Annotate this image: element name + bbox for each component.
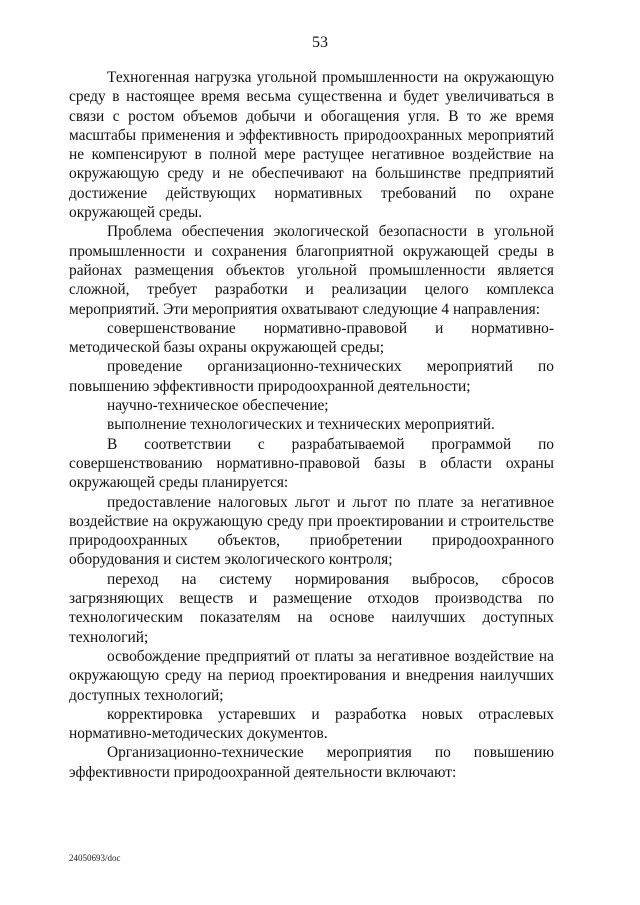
list-item-1: совершенствование нормативно-правовой и нормативно-методической базы охраны окружающей среды; [69, 319, 554, 357]
document-body [69, 68, 554, 782]
paragraph-1: Техногенная нагрузка угольной промышленности на окружающую среду в настоящее время весьма существенна и будет увеличиваться в связи с ростом объемов добычи и обогащения угля. В то же время масштабы применения и эффективность природоохранных мероприятий не компенсируют в полной мере растущее негативное воздействие на окружающую среду и не обеспечивают на большинстве предприятий достижение действующих нормативных требований по охране окружающей среды. [69, 69, 554, 222]
page-number: 53 [312, 34, 328, 51]
list-item-7: освобождение предприятий от платы за негативное воздействие на окружающую среду на период проектирования и внедрения наилучших доступных технологий; [69, 647, 554, 704]
list-item-3: научно-техническое обеспечение; [107, 397, 329, 415]
list-item-5: предоставление налоговых льгот и льгот по плате за негативное воздействие на окружающую среду при проектировании и строительстве природоохранных объектов, приобретении природоохранного оборудования и систем экологического контроля; [69, 493, 554, 569]
document-footer-id: 24050693/doc [69, 853, 121, 863]
paragraph-2: Проблема обеспечения экологической безопасности в угольной промышленности и сохранения благоприятной окружающей среды в районах размещения объектов угольной промышленности является сложной, требует разработки и реализации целого комплекса мероприятий. Эти мероприятия охватывают следующие 4 направления: [69, 223, 554, 318]
list-item-4: выполнение технологических и технических мероприятий. [107, 416, 495, 434]
paragraph-3: В соответствии с разрабатываемой программой по совершенствованию нормативно-правовой базы в области охраны окружающей среды планируется: [69, 435, 554, 492]
list-item-6: переход на систему нормирования выбросов, сбросов загрязняющих веществ и размещение отходов производства по технологическим показателям на основе наилучших доступных технологий; [69, 570, 554, 646]
list-item-2: проведение организационно-технических мероприятий по повышению эффективности природоохранной деятельности; [69, 358, 554, 395]
list-item-8: корректировка устаревших и разработка новых отраслевых нормативно-методических документов. [69, 705, 554, 743]
paragraph-4: Организационно-технические мероприятия по повышению эффективности природоохранной деятельности включают: [69, 744, 554, 781]
